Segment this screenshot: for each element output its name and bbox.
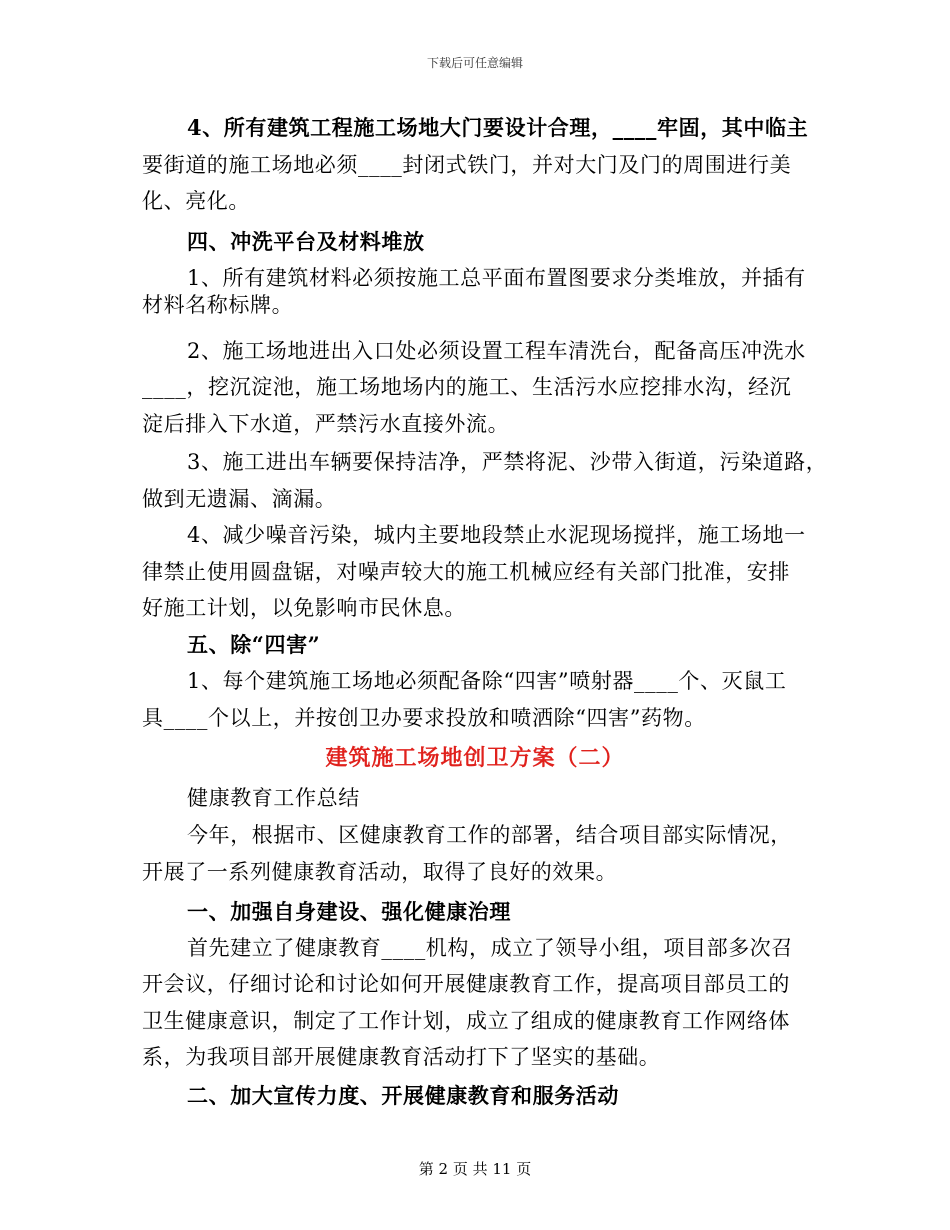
subtitle-line: 健康教育工作总结	[187, 786, 360, 810]
paragraph-line: 化、亮化。	[142, 189, 250, 213]
paragraph-line: 开展了一系列健康教育活动，取得了良好的效果。	[142, 860, 618, 884]
paragraph-line: 4、所有建筑工程施工场地大门要设计合理，____牢固，其中临主	[187, 115, 809, 140]
paragraph-line: 卫生健康意识，制定了工作计划，成立了组成的健康教育工作网络体	[142, 1009, 790, 1033]
paragraph-line: 系，为我项目部开展健康教育活动打下了坚实的基础。	[142, 1045, 661, 1069]
paragraph-line: 材料名称标牌。	[142, 293, 294, 317]
paragraph-line: 4、减少噪音污染，城内主要地段禁止水泥现场搅拌，施工场地一	[187, 523, 806, 547]
paragraph-line: 律禁止使用圆盘锯，对噪声较大的施工机械应经有关部门批准，安排	[142, 560, 790, 584]
section-heading: 五、除“四害”	[187, 632, 321, 657]
paragraph-line: 3、施工进出车辆要保持洁净，严禁将泥、沙带入街道，污染道路，	[187, 450, 828, 474]
section-heading: 四、冲洗平台及材料堆放	[187, 229, 425, 254]
section-heading: 一、加强自身建设、强化健康治理	[187, 899, 511, 924]
section-heading: 二、加大宣传力度、开展健康教育和服务活动	[187, 1083, 619, 1108]
page-footer: 第 2 页 共 11 页	[418, 1160, 532, 1178]
paragraph-line: 首先建立了健康教育____机构，成立了领导小组，项目部多次召	[187, 936, 793, 960]
paragraph-line: 开会议，仔细讨论和讨论如何开展健康教育工作，提高项目部员工的	[142, 972, 790, 996]
document-title: 建筑施工场地创卫方案（二）	[325, 745, 625, 771]
paragraph-line: 好施工计划，以免影响市民休息。	[142, 596, 466, 620]
paragraph-line: 做到无遗漏、滴漏。	[142, 487, 337, 511]
paragraph-line: 1、每个建筑施工场地必须配备除“四害”喷射器____个、灭鼠工	[187, 669, 787, 693]
paragraph-line: 2、施工场地进出入口处必须设置工程车清洗台，配备高压冲洗水	[187, 339, 806, 363]
paragraph-line: 具____个以上，并按创卫办要求投放和喷洒除“四害”药物。	[142, 706, 706, 730]
paragraph-line: 要街道的施工场地必须____封闭式铁门，并对大门及门的周围进行美	[142, 153, 792, 177]
paragraph-line: 淀后排入下水道，严禁污水直接外流。	[142, 412, 510, 436]
page-header: 下载后可任意编辑	[426, 56, 523, 70]
paragraph-line: ____，挖沉淀池，施工场地场内的施工、生活污水应挖排水沟，经沉	[142, 375, 792, 399]
paragraph-line: 1、所有建筑材料必须按施工总平面布置图要求分类堆放，并插有	[187, 266, 806, 290]
paragraph-line: 今年，根据市、区健康教育工作的部署，结合项目部实际情况，	[187, 823, 792, 847]
